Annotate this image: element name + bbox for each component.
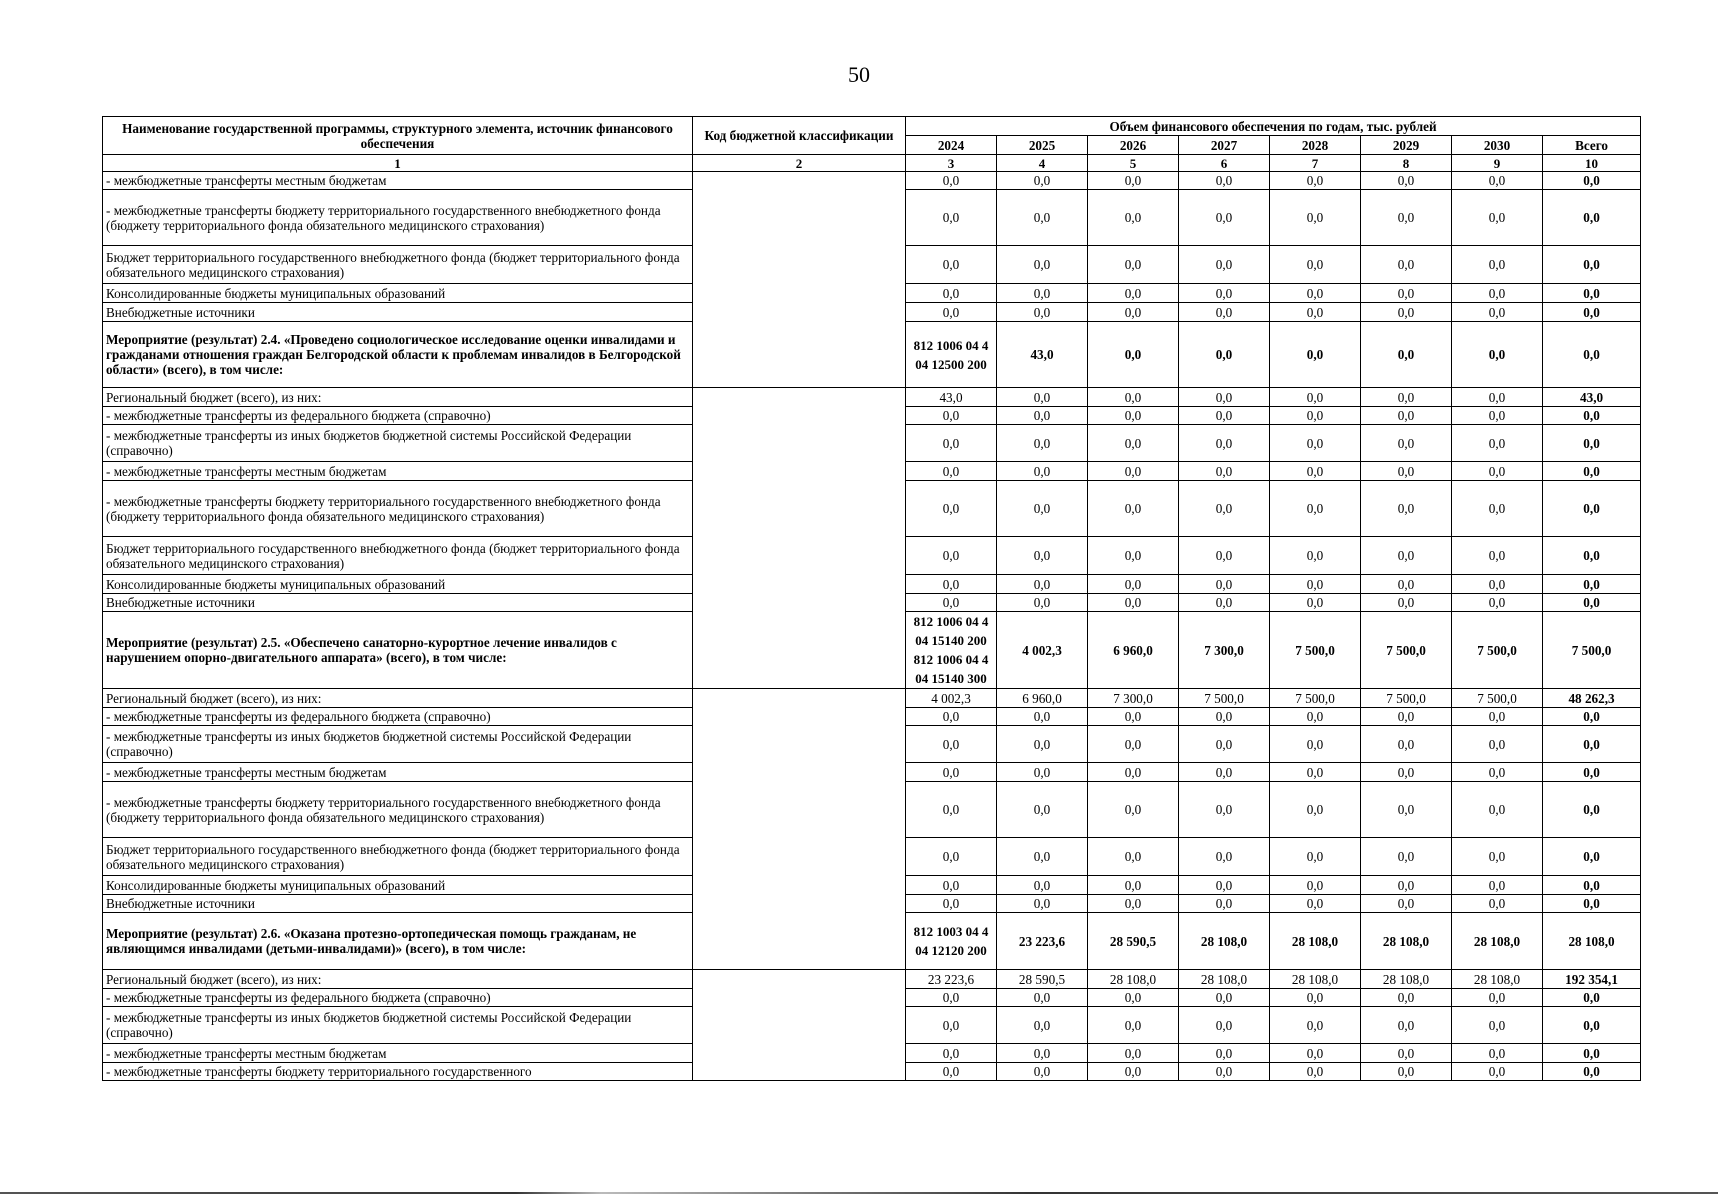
year-value: 0,0 <box>1361 763 1452 782</box>
year-value: 43,0 <box>906 388 997 407</box>
column-number: 1 <box>103 155 693 172</box>
year-value: 7 500,0 <box>1361 612 1452 689</box>
year-value: 0,0 <box>1088 838 1179 876</box>
year-value: 0,0 <box>1270 303 1361 322</box>
year-value: 0,0 <box>1361 425 1452 462</box>
year-value: 0,0 <box>1452 407 1543 425</box>
year-value: 43,0 <box>997 322 1088 388</box>
column-number: 5 <box>1088 155 1179 172</box>
year-value: 0,0 <box>1452 876 1543 895</box>
year-value: 0,0 <box>1088 763 1179 782</box>
year-value: 0,0 <box>1452 190 1543 246</box>
scan-edge-line <box>0 1192 1718 1194</box>
year-value: 0,0 <box>1452 726 1543 763</box>
year-value: 0,0 <box>1452 481 1543 537</box>
header-total: Всего <box>1543 136 1641 155</box>
year-value: 0,0 <box>906 763 997 782</box>
year-value: 0,0 <box>906 537 997 575</box>
year-value: 0,0 <box>1179 284 1270 303</box>
year-value: 0,0 <box>1361 190 1452 246</box>
header-year: 2025 <box>997 136 1088 155</box>
table-row <box>103 388 1641 407</box>
year-value: 0,0 <box>1361 726 1452 763</box>
year-value: 0,0 <box>1452 594 1543 612</box>
total-value: 0,0 <box>1543 284 1641 303</box>
source-name: - межбюджетные трансферты бюджету территориального государственного внебюджетного фонда (бюджету территориального фонда обязательного медицинского страхования) <box>103 782 693 838</box>
year-value: 0,0 <box>906 190 997 246</box>
year-value: 0,0 <box>1270 838 1361 876</box>
total-value: 0,0 <box>1543 1007 1641 1044</box>
total-value: 0,0 <box>1543 763 1641 782</box>
source-name: Консолидированные бюджеты муниципальных образований <box>103 575 693 594</box>
year-value: 0,0 <box>1452 462 1543 481</box>
year-value: 0,0 <box>997 172 1088 190</box>
year-value: 0,0 <box>1179 303 1270 322</box>
year-value: 0,0 <box>1270 425 1361 462</box>
event-name: Мероприятие (результат) 2.6. «Оказана протезно-ортопедическая помощь гражданам, не являющимся инвалидами (детьми-инвалидами)» (всего), в том числе: <box>103 913 693 970</box>
year-value: 0,0 <box>1270 462 1361 481</box>
year-value: 0,0 <box>906 895 997 913</box>
year-value: 0,0 <box>1452 303 1543 322</box>
header-year: 2027 <box>1179 136 1270 155</box>
header-year: 2028 <box>1270 136 1361 155</box>
year-value: 0,0 <box>1179 407 1270 425</box>
year-value: 0,0 <box>1270 1007 1361 1044</box>
year-value: 0,0 <box>997 594 1088 612</box>
year-value: 0,0 <box>1452 388 1543 407</box>
year-value: 0,0 <box>1361 838 1452 876</box>
source-name: - межбюджетные трансферты местным бюджетам <box>103 763 693 782</box>
year-value: 0,0 <box>1270 895 1361 913</box>
year-value: 0,0 <box>906 876 997 895</box>
column-number: 9 <box>1452 155 1543 172</box>
year-value: 0,0 <box>1270 537 1361 575</box>
budget-code <box>693 388 906 689</box>
year-value: 7 500,0 <box>1270 612 1361 689</box>
total-value: 0,0 <box>1543 303 1641 322</box>
year-value: 0,0 <box>1179 594 1270 612</box>
header-year: 2030 <box>1452 136 1543 155</box>
source-name: - межбюджетные трансферты из иных бюджетов бюджетной системы Российской Федерации (справочно) <box>103 425 693 462</box>
event-name: Мероприятие (результат) 2.5. «Обеспечено санаторно-курортное лечение инвалидов с нарушением опорно-двигательного аппарата» (всего), в том числе: <box>103 612 693 689</box>
year-value: 0,0 <box>997 1044 1088 1063</box>
year-value: 0,0 <box>1361 895 1452 913</box>
year-value: 28 108,0 <box>1452 913 1543 970</box>
year-value: 23 223,6 <box>997 913 1088 970</box>
year-value: 0,0 <box>1270 190 1361 246</box>
year-value: 0,0 <box>1088 322 1179 388</box>
source-name: - межбюджетные трансферты бюджету территориального государственного внебюджетного фонда (бюджету территориального фонда обязательного медицинского страхования) <box>103 190 693 246</box>
year-value: 0,0 <box>1270 322 1361 388</box>
year-value: 0,0 <box>1270 594 1361 612</box>
year-value: 0,0 <box>997 876 1088 895</box>
year-value: 0,0 <box>906 1063 997 1081</box>
year-value: 0,0 <box>1179 190 1270 246</box>
year-value: 28 108,0 <box>1270 970 1361 989</box>
column-number-row <box>103 155 1641 172</box>
year-value: 0,0 <box>1088 1044 1179 1063</box>
source-name: - межбюджетные трансферты из иных бюджетов бюджетной системы Российской Федерации (справочно) <box>103 1007 693 1044</box>
year-value: 0,0 <box>1361 481 1452 537</box>
year-value: 4 002,3 <box>906 689 997 708</box>
year-value: 0,0 <box>906 246 997 284</box>
total-value: 0,0 <box>1543 575 1641 594</box>
year-value: 0,0 <box>1361 575 1452 594</box>
year-value: 0,0 <box>1088 537 1179 575</box>
year-value: 7 500,0 <box>1361 689 1452 708</box>
table-body <box>103 172 1641 1081</box>
year-value: 0,0 <box>1088 1007 1179 1044</box>
year-value: 0,0 <box>1361 989 1452 1007</box>
year-value: 6 960,0 <box>997 689 1088 708</box>
year-value: 0,0 <box>1270 876 1361 895</box>
table-row <box>103 172 1641 190</box>
year-value: 0,0 <box>997 989 1088 1007</box>
total-value: 0,0 <box>1543 537 1641 575</box>
year-value: 0,0 <box>906 575 997 594</box>
year-value: 0,0 <box>1270 172 1361 190</box>
year-value: 0,0 <box>997 462 1088 481</box>
header-volume: Объем финансового обеспечения по годам, тыс. рублей <box>906 117 1641 136</box>
year-value: 0,0 <box>1270 989 1361 1007</box>
year-value: 0,0 <box>1452 284 1543 303</box>
year-value: 0,0 <box>1270 708 1361 726</box>
year-value: 0,0 <box>1270 782 1361 838</box>
page-number: 50 <box>848 62 870 87</box>
year-value: 4 002,3 <box>997 612 1088 689</box>
year-value: 0,0 <box>1452 1044 1543 1063</box>
year-value: 0,0 <box>906 594 997 612</box>
financing-table <box>102 116 1641 1081</box>
year-value: 0,0 <box>1452 763 1543 782</box>
year-value: 0,0 <box>997 895 1088 913</box>
year-value: 0,0 <box>1088 708 1179 726</box>
source-name: Внебюджетные источники <box>103 895 693 913</box>
year-value: 0,0 <box>1543 322 1641 388</box>
source-name: - межбюджетные трансферты из иных бюджетов бюджетной системы Российской Федерации (справочно) <box>103 726 693 763</box>
year-value: 0,0 <box>1088 594 1179 612</box>
year-value: 0,0 <box>1361 876 1452 895</box>
year-value: 0,0 <box>906 838 997 876</box>
header-name: Наименование государственной программы, структурного элемента, источник финансового обеспечения <box>103 117 693 155</box>
year-value: 7 300,0 <box>1088 689 1179 708</box>
year-value: 0,0 <box>1179 708 1270 726</box>
source-name: - межбюджетные трансферты бюджету территориального государственного <box>103 1063 693 1081</box>
source-name: - межбюджетные трансферты местным бюджетам <box>103 462 693 481</box>
year-value: 0,0 <box>1452 246 1543 284</box>
year-value: 0,0 <box>1452 782 1543 838</box>
year-value: 0,0 <box>1088 407 1179 425</box>
year-value: 0,0 <box>1452 425 1543 462</box>
year-value: 0,0 <box>1361 594 1452 612</box>
year-value: 0,0 <box>997 782 1088 838</box>
year-value: 0,0 <box>906 1007 997 1044</box>
budget-code <box>693 970 906 1081</box>
total-value: 0,0 <box>1543 594 1641 612</box>
year-value: 0,0 <box>906 708 997 726</box>
year-value: 0,0 <box>906 284 997 303</box>
year-value: 0,0 <box>997 537 1088 575</box>
year-value: 0,0 <box>1088 172 1179 190</box>
year-value: 0,0 <box>1179 876 1270 895</box>
year-value: 0,0 <box>1270 407 1361 425</box>
year-value: 0,0 <box>906 1044 997 1063</box>
year-value: 0,0 <box>1361 284 1452 303</box>
year-value: 0,0 <box>997 407 1088 425</box>
year-value: 0,0 <box>1179 838 1270 876</box>
source-name: - межбюджетные трансферты из федерального бюджета (справочно) <box>103 407 693 425</box>
year-value: 0,0 <box>1088 1063 1179 1081</box>
year-value: 0,0 <box>1179 322 1270 388</box>
budget-code <box>693 172 906 388</box>
column-number: 8 <box>1361 155 1452 172</box>
year-value: 0,0 <box>997 481 1088 537</box>
year-value: 0,0 <box>1088 782 1179 838</box>
column-number: 7 <box>1270 155 1361 172</box>
year-value: 0,0 <box>906 989 997 1007</box>
total-value: 0,0 <box>1543 407 1641 425</box>
total-value: 0,0 <box>1543 172 1641 190</box>
source-name: Региональный бюджет (всего), из них: <box>103 970 693 989</box>
total-value: 0,0 <box>1543 895 1641 913</box>
year-value: 28 108,0 <box>1179 913 1270 970</box>
event-name: Мероприятие (результат) 2.4. «Проведено социологическое исследование оценки инвалидами и гражданами отношения граждан Белгородской области к проблемам инвалидов в Белгородской области» (всего), в том числе: <box>103 322 693 388</box>
source-name: Бюджет территориального государственного внебюджетного фонда (бюджет территориального фонда обязательного медицинского страхования) <box>103 537 693 575</box>
year-value: 0,0 <box>1270 575 1361 594</box>
source-name: Бюджет территориального государственного внебюджетного фонда (бюджет территориального фонда обязательного медицинского страхования) <box>103 246 693 284</box>
column-number: 6 <box>1179 155 1270 172</box>
year-value: 0,0 <box>906 462 997 481</box>
year-value: 0,0 <box>997 763 1088 782</box>
year-value: 0,0 <box>906 726 997 763</box>
year-value: 0,0 <box>1088 425 1179 462</box>
year-value: 0,0 <box>1179 782 1270 838</box>
source-name: Региональный бюджет (всего), из них: <box>103 689 693 708</box>
year-value: 0,0 <box>1088 462 1179 481</box>
source-name: Консолидированные бюджеты муниципальных образований <box>103 876 693 895</box>
year-value: 0,0 <box>1179 1007 1270 1044</box>
year-value: 0,0 <box>1088 989 1179 1007</box>
header-year: 2029 <box>1361 136 1452 155</box>
year-value: 0,0 <box>997 284 1088 303</box>
total-value: 0,0 <box>1543 462 1641 481</box>
year-value: 0,0 <box>1179 726 1270 763</box>
year-value: 0,0 <box>1179 1044 1270 1063</box>
year-value: 0,0 <box>997 1063 1088 1081</box>
year-value: 0,0 <box>997 388 1088 407</box>
total-value: 0,0 <box>1543 708 1641 726</box>
year-value: 0,0 <box>1179 388 1270 407</box>
year-value: 0,0 <box>1361 1044 1452 1063</box>
year-value: 0,0 <box>1088 190 1179 246</box>
year-value: 0,0 <box>1452 838 1543 876</box>
year-value: 0,0 <box>906 782 997 838</box>
year-value: 0,0 <box>1361 246 1452 284</box>
total-value: 0,0 <box>1543 782 1641 838</box>
year-value: 0,0 <box>1452 708 1543 726</box>
year-value: 0,0 <box>1088 388 1179 407</box>
year-value: 28 108,0 <box>1452 970 1543 989</box>
year-value: 28 108,0 <box>1088 970 1179 989</box>
total-value: 0,0 <box>1543 989 1641 1007</box>
year-value: 0,0 <box>1361 537 1452 575</box>
source-name: - межбюджетные трансферты бюджету территориального государственного внебюджетного фонда (бюджету территориального фонда обязательного медицинского страхования) <box>103 481 693 537</box>
year-value: 0,0 <box>1452 537 1543 575</box>
year-value: 0,0 <box>1179 481 1270 537</box>
year-value: 0,0 <box>1361 708 1452 726</box>
year-value: 0,0 <box>1179 763 1270 782</box>
year-value: 0,0 <box>1361 172 1452 190</box>
column-number: 2 <box>693 155 906 172</box>
year-value: 0,0 <box>1452 895 1543 913</box>
year-value: 23 223,6 <box>906 970 997 989</box>
year-value: 0,0 <box>997 708 1088 726</box>
year-value: 0,0 <box>1361 1063 1452 1081</box>
year-value: 0,0 <box>1179 246 1270 284</box>
budget-code: 812 1003 04 4 04 12120 200 <box>906 913 997 970</box>
year-value: 0,0 <box>1088 575 1179 594</box>
year-value: 0,0 <box>1361 1007 1452 1044</box>
year-value: 0,0 <box>1270 726 1361 763</box>
year-value: 7 500,0 <box>1543 612 1641 689</box>
year-value: 0,0 <box>1270 1044 1361 1063</box>
year-value: 7 500,0 <box>1452 612 1543 689</box>
total-value: 48 262,3 <box>1543 689 1641 708</box>
source-name: - межбюджетные трансферты из федерального бюджета (справочно) <box>103 708 693 726</box>
total-value: 43,0 <box>1543 388 1641 407</box>
year-value: 0,0 <box>1270 388 1361 407</box>
year-value: 28 108,0 <box>1543 913 1641 970</box>
year-value: 0,0 <box>1179 895 1270 913</box>
year-value: 0,0 <box>1088 481 1179 537</box>
year-value: 0,0 <box>1452 989 1543 1007</box>
year-value: 28 590,5 <box>1088 913 1179 970</box>
year-value: 0,0 <box>997 425 1088 462</box>
year-value: 0,0 <box>1088 876 1179 895</box>
header-year: 2024 <box>906 136 997 155</box>
total-value: 192 354,1 <box>1543 970 1641 989</box>
year-value: 28 590,5 <box>997 970 1088 989</box>
year-value: 0,0 <box>1270 481 1361 537</box>
year-value: 0,0 <box>906 407 997 425</box>
year-value: 0,0 <box>1361 407 1452 425</box>
year-value: 6 960,0 <box>1088 612 1179 689</box>
year-value: 0,0 <box>1452 1063 1543 1081</box>
total-value: 0,0 <box>1543 876 1641 895</box>
year-value: 0,0 <box>906 172 997 190</box>
source-name: Региональный бюджет (всего), из них: <box>103 388 693 407</box>
budget-code: 812 1006 04 4 04 12500 200 <box>906 322 997 388</box>
total-value: 0,0 <box>1543 726 1641 763</box>
total-value: 0,0 <box>1543 1044 1641 1063</box>
year-value: 0,0 <box>1270 284 1361 303</box>
year-value: 0,0 <box>997 726 1088 763</box>
header-code: Код бюджетной классификации <box>693 117 906 155</box>
year-value: 0,0 <box>1452 575 1543 594</box>
total-value: 0,0 <box>1543 425 1641 462</box>
year-value: 0,0 <box>1088 246 1179 284</box>
year-value: 0,0 <box>997 1007 1088 1044</box>
header-row-1 <box>103 117 1641 136</box>
year-value: 28 108,0 <box>1270 913 1361 970</box>
source-name: Консолидированные бюджеты муниципальных образований <box>103 284 693 303</box>
year-value: 0,0 <box>1179 537 1270 575</box>
year-value: 0,0 <box>997 575 1088 594</box>
total-value: 0,0 <box>1543 246 1641 284</box>
total-value: 0,0 <box>1543 838 1641 876</box>
year-value: 0,0 <box>1088 284 1179 303</box>
year-value: 0,0 <box>1088 895 1179 913</box>
year-value: 7 500,0 <box>1452 689 1543 708</box>
source-name: Внебюджетные источники <box>103 303 693 322</box>
table-row <box>103 689 1641 708</box>
source-name: - межбюджетные трансферты местным бюджетам <box>103 172 693 190</box>
year-value: 0,0 <box>1361 782 1452 838</box>
budget-code <box>693 689 906 970</box>
year-value: 0,0 <box>997 190 1088 246</box>
year-value: 0,0 <box>1179 425 1270 462</box>
year-value: 0,0 <box>906 481 997 537</box>
year-value: 7 500,0 <box>1179 689 1270 708</box>
total-value: 0,0 <box>1543 1063 1641 1081</box>
year-value: 0,0 <box>1270 763 1361 782</box>
column-number: 4 <box>997 155 1088 172</box>
year-value: 28 108,0 <box>1361 970 1452 989</box>
source-name: Бюджет территориального государственного внебюджетного фонда (бюджет территориального фонда обязательного медицинского страхования) <box>103 838 693 876</box>
year-value: 0,0 <box>997 246 1088 284</box>
year-value: 0,0 <box>997 838 1088 876</box>
year-value: 0,0 <box>1179 172 1270 190</box>
year-value: 0,0 <box>1179 575 1270 594</box>
year-value: 0,0 <box>906 425 997 462</box>
year-value: 0,0 <box>1270 1063 1361 1081</box>
year-value: 0,0 <box>1088 303 1179 322</box>
header-year: 2026 <box>1088 136 1179 155</box>
budget-code: 812 1006 04 4 04 15140 200 812 1006 04 4 04 15140 300 <box>906 612 997 689</box>
year-value: 28 108,0 <box>1179 970 1270 989</box>
column-number: 10 <box>1543 155 1641 172</box>
year-value: 0,0 <box>1452 322 1543 388</box>
source-name: Внебюджетные источники <box>103 594 693 612</box>
source-name: - межбюджетные трансферты местным бюджетам <box>103 1044 693 1063</box>
table-row <box>103 970 1641 989</box>
year-value: 0,0 <box>1361 303 1452 322</box>
year-value: 0,0 <box>997 303 1088 322</box>
year-value: 0,0 <box>1179 462 1270 481</box>
year-value: 0,0 <box>1179 989 1270 1007</box>
year-value: 7 300,0 <box>1179 612 1270 689</box>
year-value: 28 108,0 <box>1361 913 1452 970</box>
total-value: 0,0 <box>1543 190 1641 246</box>
year-value: 0,0 <box>1270 246 1361 284</box>
column-number: 3 <box>906 155 997 172</box>
year-value: 0,0 <box>1361 388 1452 407</box>
year-value: 0,0 <box>1452 1007 1543 1044</box>
total-value: 0,0 <box>1543 481 1641 537</box>
year-value: 0,0 <box>1361 322 1452 388</box>
source-name: - межбюджетные трансферты из федерального бюджета (справочно) <box>103 989 693 1007</box>
year-value: 0,0 <box>906 303 997 322</box>
year-value: 0,0 <box>1361 462 1452 481</box>
year-value: 0,0 <box>1452 172 1543 190</box>
year-value: 7 500,0 <box>1270 689 1361 708</box>
year-value: 0,0 <box>1088 726 1179 763</box>
year-value: 0,0 <box>1179 1063 1270 1081</box>
